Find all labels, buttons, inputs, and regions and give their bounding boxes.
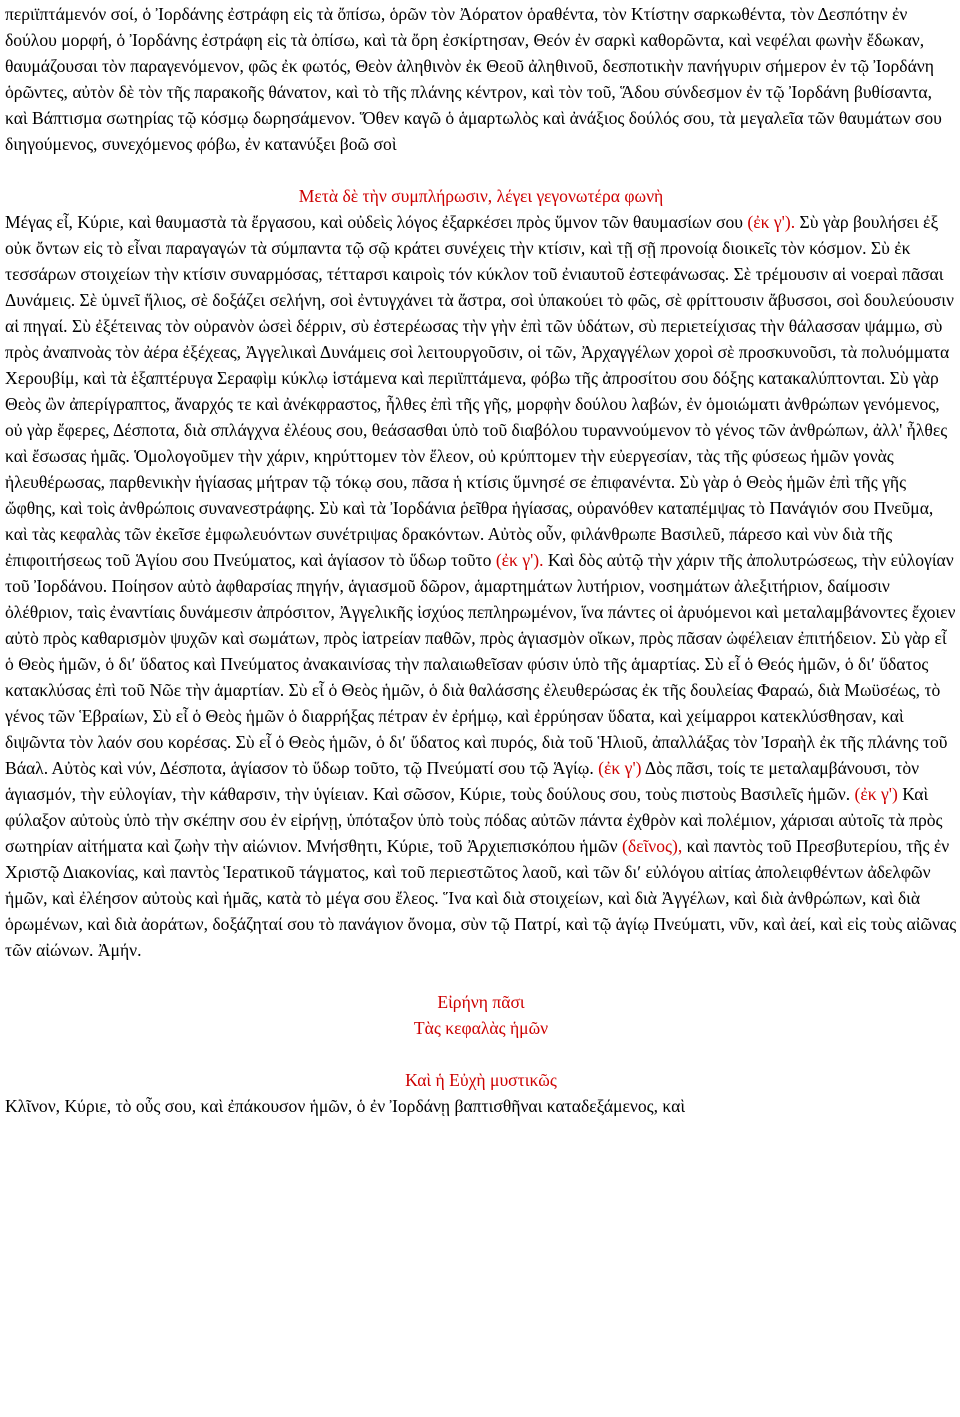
prayer-text: Δὸς πᾶσι, τοίς τε μεταλαμβάνουσι, τὸν ἁγιασμόν, τὴν εὐλογίαν, τὴν κάθαρσιν, τὴν ὑγίειαν. Καὶ σῶσον, Κύριε, τοὺς δούλους σου, τοὺς πιστοὺς Βασιλεῖς ἡμῶν. — [5, 758, 920, 804]
closing-line: Κλῖνον, Κύριε, τὸ οὖς σου, καὶ ἐπάκουσον ἡμῶν, ὁ ἐν Ἰορδάνῃ βαπτισθῆναι καταδεξάμενος, καὶ — [5, 1096, 686, 1116]
rubric-repeat: (ἐκ γ'). — [495, 550, 544, 570]
prayer-text: Καὶ φύλαξον αὐτοὺς ὑπὸ τὴν σκέπην σου ἐν εἰρήνῃ, ὑπόταξον ὑπὸ τοὺς πόδας αὐτῶν πάντα ἐχθρὸν καὶ πολέμιον, χάρισαι αὐτοῖς τὰ πρὸς σωτηρίαν αἰτήματα καὶ ζωὴν τὴν αἰώνιον. Μνήσθητι, Κύριε, τοῦ Ἀρχιεπισκόπου ἡμῶν — [5, 784, 943, 856]
rubric-repeat: (ἐκ γ') — [598, 758, 642, 778]
rubric-instruction: Μετὰ δὲ τὴν συμπλήρωσιν, λέγει γεγονωτέρα φωνὴ — [298, 186, 664, 206]
rubric-heads: Τὰς κεφαλὰς ἡμῶν — [413, 1018, 549, 1038]
prayer-text: Σὺ γὰρ βουλήσει ἐξ οὐκ ὄντων εἰς τὸ εἶναι παραγαγών τὰ σύμπαντα τῷ σῷ κράτει συνέχεις τὴν κτίσιν, καὶ τῇ σῇ προνοίᾳ διοικεῖς τὸν κόσμον. Σὺ ἐκ τεσσάρων στοιχείων τὴν κτίσιν συναρμόσας, τέτταρσι καιροὶς τόν κύκλον τοῦ ἐνιαυτοῦ ἐστεφάνωσας. Σὲ τρέμουσιν αἱ νοεραὶ πᾶσαι Δυνάμεις. Σὲ ὑμνεῖ ἥλιος, σὲ δοξάζει σελήνη, σοὶ ἐντυγχάνει τὰ ἄστρα, σοὶ ὑπακούει τὸ φῶς, σὲ φρίττουσιν ἄβυσσοι, σοὶ δουλεύουσιν αἱ πηγαί. Σὺ ἐξέτεινας τὸν οὐρανὸν ὡσεὶ δέρριν, σὺ ἐστερέωσας τὴν γὴν ἐπὶ τῶν ὑδάτων, σὺ περιετείχισας τὴν θάλασσαν ψάμμω, σὺ πρὸς ἀναπνοὰς τὸν ἀέρα ἐξέχεας, Ἀγγελικαὶ Δυνάμεις σοὶ λειτουργοῦσιν, οἱ τῶν, Ἀρχαγγέλων χοροὶ σὲ προσκυνοῦσι, τὰ πολυόμματα Χερουβίμ, καὶ τὰ ἑξαπτέρυγα Σεραφὶμ κύκλῳ ἱστάμενα καὶ περιϊπτάμενα, φόβω τῆς ἀπροσίτου σου δόξης κατακαλύπτονται. Σὺ γὰρ Θεὸς ὢν ἀπερίγραπτος, ἄναρχός τε καὶ ἀνέκφραστος, ἦλθες ἐπὶ τῆς γῆς, μορφὴν δούλου λαβών, ἐν ὁμοιώματι ἀνθρώπων γενόμενος, οὐ γὰρ ἔφερες, Δέσποτα, διὰ σπλάγχνα ἐλέους σου, θεάσασθαι ὑπὸ τοῦ διαβόλου τυραννούμενον τὸ γένος τῶν ἀνθρώπων, ἀλλ' ἦλθες καὶ ἔσωσας ἡμᾶς. Ὁμολογοῦμεν τὴν χάριν, κηρύττομεν τὸν ἔλεον, οὐ κρύπτομεν τὴν εὐεργεσίαν, τὰς τῆς φύσεως ἡμῶν γονὰς ἠλευθέρωσας, παρθενικὴν ἡγίασας μήτραν τῷ τόκῳ σου, πᾶσα ἡ κτίσις ὕμνησέ σε ἐπιφανέντα. Σὺ γὰρ ὁ Θεὸς ἡμῶν ἐπὶ τῆς γῆς ὤφθης, καὶ τοὶς ἀνθρώποις συνανεστράφης. Σὺ καὶ τὰ Ἰορδάνια ῥεῖθρα ἡγίασας, οὐρανόθεν καταπέμψας τὸ Πανάγιόν σου Πνεῦμα, καὶ τὰς κεφαλὰς τῶν ἐκεῖσε ἐμφωλευόντων συνέτριψας δρακόντων. Αὐτὸς οὖν, φιλάνθρωπε Βασιλεῦ, πάρεσο καὶ νὺν διὰ τῆς ἐπιφοιτήσεως τοῦ Ἁγίου σου Πνεύματος, καὶ ἁγίασον τὸ ὕδωρ τοῦτο — [5, 212, 954, 570]
spacer — [5, 1041, 957, 1067]
prayer-paragraph — [5, 209, 957, 963]
rubric-secret-prayer: Καὶ ἡ Εὐχὴ μυστικῶς — [405, 1070, 557, 1090]
spacer — [5, 963, 957, 989]
rubric-name-placeholder: (δεῖνος), — [621, 836, 683, 856]
prayer-text: καὶ παντὸς τοῦ Πρεσβυτερίου, τῆς ἐν Χριστῷ Διακονίας, καὶ παντὸς Ἱερατικοῦ τάγματος, καὶ τοῦ περιεστῶτος λαοῦ, καὶ τῶν διʹ εὐλόγου αἰτίας ἀπολειφθέντων ἀδελφῶν ἡμῶν, καὶ ἐλέησον αὐτοὺς καὶ ἡμᾶς, κατὰ τὸ μέγα σου ἔλεος. Ἵνα καὶ διὰ στοιχείων, καὶ διὰ Ἀγγέλων, καὶ διὰ ἀνθρώπων, καὶ διὰ ὁρωμένων, καὶ διὰ ἀοράτων, δοξάζηταί σου τὸ πανάγιον ὄνομα, σὺν τῷ Πατρί, καὶ τῷ ἁγίῳ Πνεύματι, νῦν, καὶ ἀεί, καὶ εἰς τοὺς αἰῶνας τῶν αἰώνων. Ἀμήν. — [5, 836, 957, 960]
prayer-text: Μέγας εἶ, Κύριε, καὶ θαυμαστὰ τὰ ἔργασου, καὶ οὐδεὶς λόγος ἐξαρκέσει πρὸς ὕμνον τῶν θαυμασίων σου — [5, 212, 748, 232]
rubric-peace: Εἰρήνη πᾶσι — [437, 992, 525, 1012]
document-page — [5, 0, 957, 1119]
opening-paragraph: περιϊπτάμενόν σοί, ὁ Ἰορδάνης ἐστράφη εἰς τὰ ὄπίσω, ὁρῶν τὸν Ἀόρατον ὁραθέντα, τὸν Κτίστην σαρκωθέντα, τὸν Δεσπότην ἐν δούλου μορφή, ὁ Ἰορδάνης ἐστράφη εἰς τὰ ὀπίσω, καὶ τὰ ὄρη ἐσκίρτησαν, Θεόν ἐν σαρκὶ καθορῶντα, καὶ νεφέλαι φωνὴν ἔδωκαν, θαυμάζουσαι τὸν παραγενόμενον, φῶς ἐκ φωτός, Θεὸν ἀληθινὸν ἐκ Θεοῦ ἀληθινοῦ, δεσποτικὴν πανήγυριν σήμερον ἐν τῷ Ἰορδάνη ὁρῶντες, αὐτὸν δὲ τὸν τῆς παρακοῆς θάνατον, καὶ τὸ τῆς πλάνης κέντρον, καὶ τὸν τοῦ, Ἅδου σύνδεσμον ἐν τῷ Ἰορδάνη βυθίσαντα, καὶ Βάπτισμα σωτηρίας τῷ κόσμῳ δωρησάμενον. Ὅθεν καγῶ ὁ ἁμαρτωλὸς καὶ ἀνάξιος δούλός σου, τὰ μεγαλεῖα τῶν θαυμάτων σου διηγούμενος, συνεχόμενος φόβω, ἐν κατανύξει βοῶ σοὶ — [5, 4, 942, 154]
prayer-text: Καὶ δὸς αὐτῷ τὴν χάριν τῆς ἀπολυτρώσεως, τὴν εὐλογίαν τοῦ Ἰορδάνου. Ποίησον αὐτὸ ἀφθαρσίας πηγήν, ἁγιασμοῦ δῶρον, ἁμαρτημάτων λυτήριον, νοσημάτων ἀλεξιτήριον, δαίμοσιν ὀλέθριον, ταὶς ἐναντίαις δυνάμεσιν ἀπρόσιτον, Ἀγγελικῆς ἰσχύος πεπληρωμένον, ἵνα πάντες οἱ ἀρυόμενοι καὶ μεταλαμβάνοντες ἔχοιεν αὐτὸ πρὸς καθαρισμὸν ψυχῶν καὶ σωμάτων, πρὸς ἰατρείαν παθῶν, πρὸς ἁγιασμὸν οἴκων, πρὸς πᾶσαν ὠφέλειαν ἐπιτήδειον. Σὺ γὰρ εἶ ὁ Θεὸς ἡμῶν, ὁ διʹ ὕδατος καὶ Πνεύματος ἀνακαινίσας τὴν παλαιωθεῖσαν φύσιν ὑπὸ τῆς ἁμαρτίας. Σὺ εἶ ὁ Θεός ἡμῶν, ὁ διʹ ὕδατος κατακλύσας ἐπὶ τοῦ Νῶε τὴν ἁμαρτίαν. Σὺ εἶ ὁ Θεὸς ἡμῶν, ὁ διὰ θαλάσσης ἐλευθερώσας ἐκ τῆς δουλείας Φαραώ, διὰ Μωϋσέως, τὸ γένος τῶν Ἑβραίων, Σὺ εἶ ὁ Θεὸς ἡμῶν ὁ διαρρήξας πέτραν ἐν ἐρήμῳ, καὶ ἐρρύησαν ὕδατα, καὶ χείμαρροι κατεκλύσθησαν, καὶ διψῶντα τὸν λαόν σου κορέσας. Σὺ εἶ ὁ Θεὸς ἡμῶν, ὁ διʹ ὕδατος καὶ πυρός, διὰ τοῦ Ἡλιοῦ, ἀπαλλάξας τὸν Ἰσραὴλ ἐκ τῆς πλάνης τοῦ Βάαλ. Αὐτὸς καὶ νύν, Δέσποτα, ἁγίασον τὸ ὕδωρ τοῦτο, τῷ Πνεύματί σου τῷ Ἁγίῳ. — [5, 550, 956, 778]
rubric-repeat: (ἐκ γ') — [854, 784, 898, 804]
spacer — [5, 157, 957, 183]
rubric-repeat: (ἐκ γ'). — [747, 212, 796, 232]
